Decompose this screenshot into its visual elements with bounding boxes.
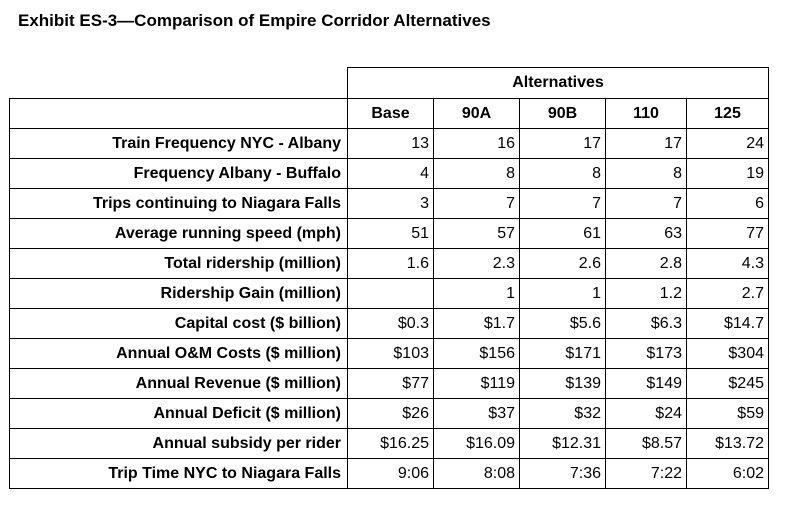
value-cell: 2.3 — [434, 249, 520, 279]
value-cell: 8:08 — [434, 459, 520, 489]
value-cell: $77 — [348, 369, 434, 399]
value-cell: $6.3 — [606, 309, 687, 339]
row-label: Average running speed (mph) — [10, 219, 348, 249]
table-body — [10, 129, 769, 489]
value-cell: $119 — [434, 369, 520, 399]
value-cell: $1.7 — [434, 309, 520, 339]
value-cell: 57 — [434, 219, 520, 249]
value-cell: 1 — [434, 279, 520, 309]
value-cell: 51 — [348, 219, 434, 249]
value-cell: $24 — [606, 399, 687, 429]
value-cell: 1 — [520, 279, 606, 309]
row-label: Total ridership (million) — [10, 249, 348, 279]
header-corner-blank — [10, 68, 348, 99]
value-cell: $5.6 — [520, 309, 606, 339]
value-cell: 7:22 — [606, 459, 687, 489]
table-row — [10, 129, 769, 159]
row-label: Annual Deficit ($ million) — [10, 399, 348, 429]
value-cell: 7 — [606, 189, 687, 219]
exhibit-title: Exhibit ES-3—Comparison of Empire Corridor Alternatives — [18, 11, 491, 30]
table-row — [10, 219, 769, 249]
value-cell: 19 — [687, 159, 769, 189]
value-cell: 9:06 — [348, 459, 434, 489]
value-cell: 13 — [348, 129, 434, 159]
value-cell: 1.2 — [606, 279, 687, 309]
table-row — [10, 279, 769, 309]
value-cell: 3 — [348, 189, 434, 219]
value-cell: 8 — [520, 159, 606, 189]
value-cell: $16.25 — [348, 429, 434, 459]
row-label: Trip Time NYC to Niagara Falls — [10, 459, 348, 489]
value-cell: $245 — [687, 369, 769, 399]
column-header-row — [10, 99, 769, 129]
value-cell: 7:36 — [520, 459, 606, 489]
value-cell: 1.6 — [348, 249, 434, 279]
value-cell: 2.6 — [520, 249, 606, 279]
comparison-table — [9, 67, 769, 489]
value-cell: 2.7 — [687, 279, 769, 309]
value-cell: $59 — [687, 399, 769, 429]
value-cell: $37 — [434, 399, 520, 429]
table-row — [10, 399, 769, 429]
value-cell: 61 — [520, 219, 606, 249]
value-cell: $156 — [434, 339, 520, 369]
table-row — [10, 429, 769, 459]
value-cell: 6:02 — [687, 459, 769, 489]
value-cell: $139 — [520, 369, 606, 399]
value-cell: $103 — [348, 339, 434, 369]
value-cell: $0.3 — [348, 309, 434, 339]
value-cell: 8 — [606, 159, 687, 189]
column-header-110: 110 — [606, 99, 687, 129]
value-cell: 24 — [687, 129, 769, 159]
row-label: Capital cost ($ billion) — [10, 309, 348, 339]
column-header-base: Base — [348, 99, 434, 129]
value-cell: $16.09 — [434, 429, 520, 459]
value-cell: 8 — [434, 159, 520, 189]
value-cell: $12.31 — [520, 429, 606, 459]
table-row — [10, 339, 769, 369]
value-cell: $8.57 — [606, 429, 687, 459]
row-label: Frequency Albany - Buffalo — [10, 159, 348, 189]
value-cell: 17 — [520, 129, 606, 159]
alternatives-group-header: Alternatives — [348, 68, 769, 99]
table-row — [10, 249, 769, 279]
header-label-cell — [10, 99, 348, 129]
value-cell: 17 — [606, 129, 687, 159]
group-header-row — [10, 68, 769, 99]
row-label: Trips continuing to Niagara Falls — [10, 189, 348, 219]
value-cell: 7 — [434, 189, 520, 219]
table-row — [10, 189, 769, 219]
value-cell: 7 — [520, 189, 606, 219]
table-row — [10, 369, 769, 399]
table-row — [10, 159, 769, 189]
value-cell: $13.72 — [687, 429, 769, 459]
value-cell: 2.8 — [606, 249, 687, 279]
value-cell: $26 — [348, 399, 434, 429]
value-cell: $173 — [606, 339, 687, 369]
row-label: Annual O&M Costs ($ million) — [10, 339, 348, 369]
value-cell: $171 — [520, 339, 606, 369]
value-cell: 77 — [687, 219, 769, 249]
value-cell: $14.7 — [687, 309, 769, 339]
table-row — [10, 459, 769, 489]
value-cell — [348, 279, 434, 309]
column-header-90a: 90A — [434, 99, 520, 129]
value-cell: 63 — [606, 219, 687, 249]
value-cell: 6 — [687, 189, 769, 219]
row-label: Annual subsidy per rider — [10, 429, 348, 459]
value-cell: $149 — [606, 369, 687, 399]
row-label: Train Frequency NYC - Albany — [10, 129, 348, 159]
table-row — [10, 309, 769, 339]
column-header-125: 125 — [687, 99, 769, 129]
row-label: Annual Revenue ($ million) — [10, 369, 348, 399]
column-header-90b: 90B — [520, 99, 606, 129]
value-cell: $304 — [687, 339, 769, 369]
row-label: Ridership Gain (million) — [10, 279, 348, 309]
value-cell: 16 — [434, 129, 520, 159]
value-cell: 4.3 — [687, 249, 769, 279]
value-cell: 4 — [348, 159, 434, 189]
value-cell: $32 — [520, 399, 606, 429]
